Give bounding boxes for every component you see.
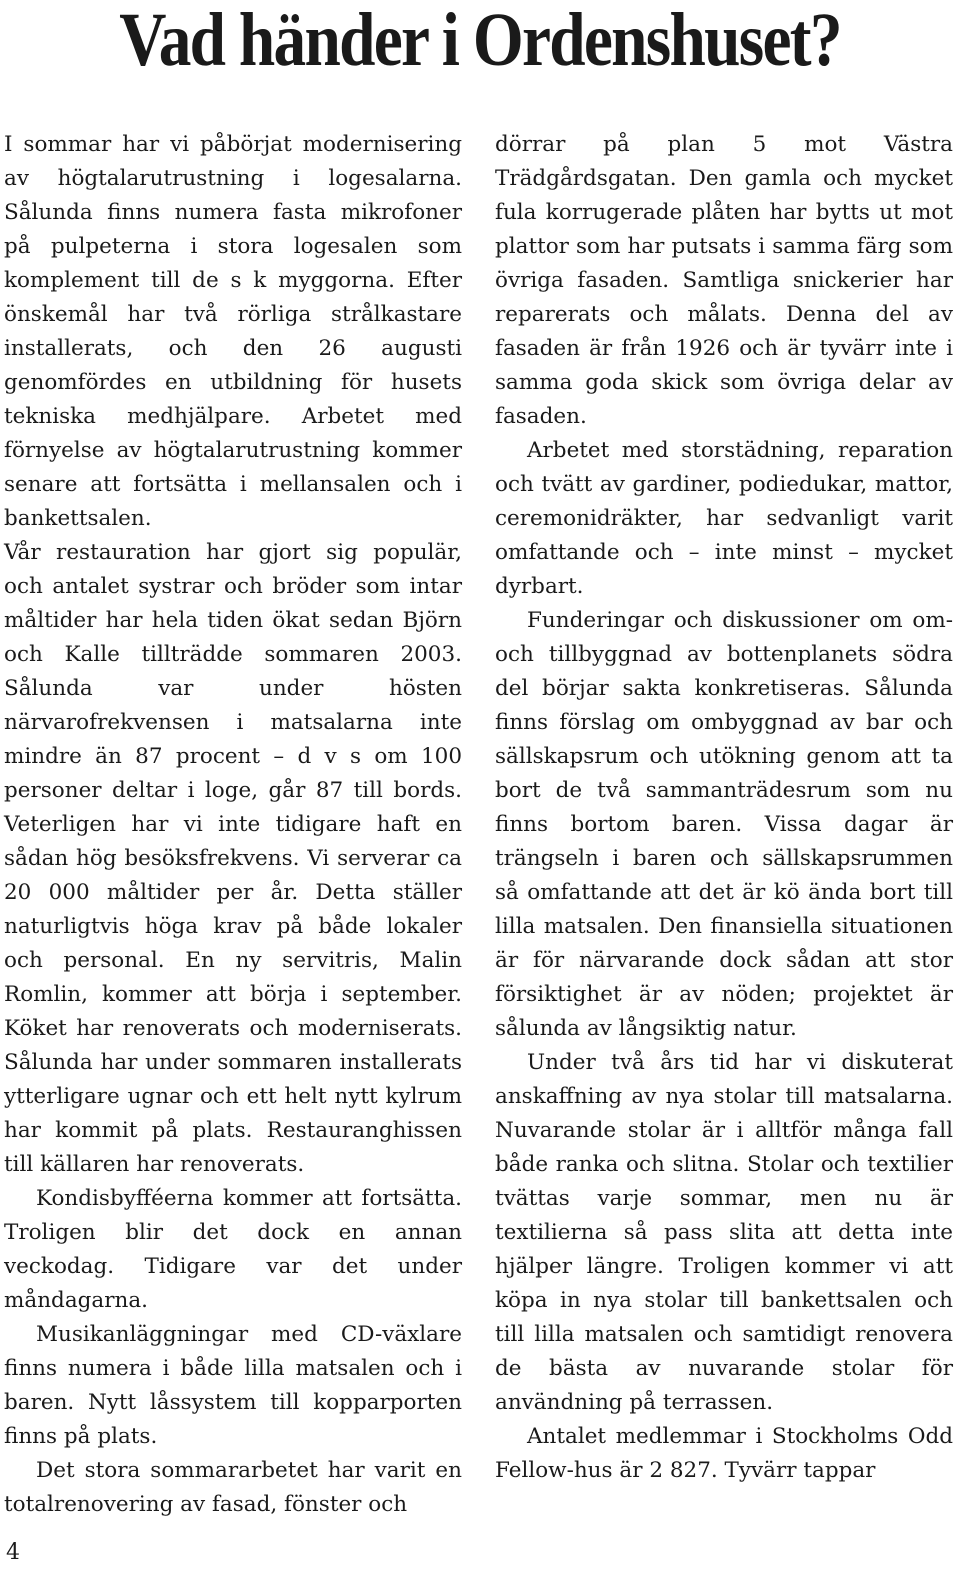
paragraph: Det stora sommararbetet har varit en totalrenovering av fasad, fönster och xyxy=(4,1458,462,1517)
left-column xyxy=(4,128,462,1522)
article-title: Vad händer i Ordenshuset? xyxy=(119,0,841,82)
paragraph: Musikanläggningar med CD-växlare finns numera i både lilla matsalen och i baren. Nytt låssystem till kopparporten finns på plats. xyxy=(4,1322,462,1449)
page-number: 4 xyxy=(6,1540,20,1565)
paragraph: Funderingar och diskussioner om om- och tillbyggnad av bottenplanets södra del börjar sakta konkretiseras. Sålunda finns förslag om ombyggnad av bar och sällskapsrum och utökning genom att ta bort de två sammanträdesrum som nu finns bortom baren. Vissa dagar är trängseln i baren och sällskapsrummen så omfattande att det är kö ända bort till lilla matsalen. Den finansiella situationen är för närvarande dock sådan att stor försiktighet är av nöden; projektet är sålunda av långsiktig natur. xyxy=(495,608,953,1041)
paragraph: Antalet medlemmar i Stockholms Odd Fellow-hus är 2 827. Tyvärr tappar xyxy=(495,1424,953,1483)
paragraph: Vår restauration har gjort sig populär, och antalet systrar och bröder som intar måltider har hela tiden ökat sedan Björn och Kalle tillträdde sommaren 2003. Sålunda var under hösten närvarofrekvensen i matsalarna inte mindre än 87 procent – d v s om 100 personer deltar i loge, går 87 till bords. Veterligen har vi inte tidigare haft en sådan hög besöksfrekvens. Vi serverar ca 20 000 måltider per år. Detta ställer naturligtvis höga krav på både lokaler och personal. En ny servitris, Malin Romlin, kommer att börja i september. Köket har renoverats och moderniserats. Sålunda har under sommaren installerats ytterligare ugnar och ett helt nytt kylrum har kommit på plats. Restauranghissen till källaren har renoverats. xyxy=(4,540,462,1177)
paragraph: dörrar på plan 5 mot Västra Trädgårdsgatan. Den gamla och mycket fula korrugerade plåten har bytts ut mot plattor som har putsats i samma färg som övriga fasaden. Samtliga snickerier har reparerats och målats. Denna del av fasaden är från 1926 och är tyvärr inte i samma goda skick som övriga delar av fasaden. xyxy=(495,132,953,429)
paragraph: Kondisbyfféerna kommer att fortsätta. Troligen blir det dock en annan veckodag. Tidigare var det under måndagarna. xyxy=(4,1186,462,1313)
right-column xyxy=(495,128,953,1488)
paragraph: Under två års tid har vi diskuterat anskaffning av nya stolar till matsalarna. Nuvarande stolar är i alltför många fall både ranka och slitna. Stolar och textilier tvättas varje sommar, men nu är textilierna så pass slita att detta inte hjälper längre. Troligen kommer vi att köpa in nya stolar till bankettsalen och till lilla matsalen och samtidigt renovera de bästa av nuvarande stolar för användning på terrassen. xyxy=(495,1050,953,1415)
paragraph: I sommar har vi påbörjat modernisering av högtalarutrustning i logesalarna. Sålunda finns numera fasta mikrofoner på pulpeterna i stora logesalen som komplement till de s k myggorna. Efter önskemål har två rörliga strålkastare installerats, och den 26 augusti genomfördes en utbildning för husets tekniska medhjälpare. Arbetet med förnyelse av högtalarutrustning kommer senare att fortsätta i mellansalen och i bankettsalen. xyxy=(4,132,462,531)
paragraph: Arbetet med storstädning, reparation och tvätt av gardiner, podiedukar, mattor, ceremonidräkter, har sedvanligt varit omfattande och – inte minst – mycket dyrbart. xyxy=(495,438,953,599)
